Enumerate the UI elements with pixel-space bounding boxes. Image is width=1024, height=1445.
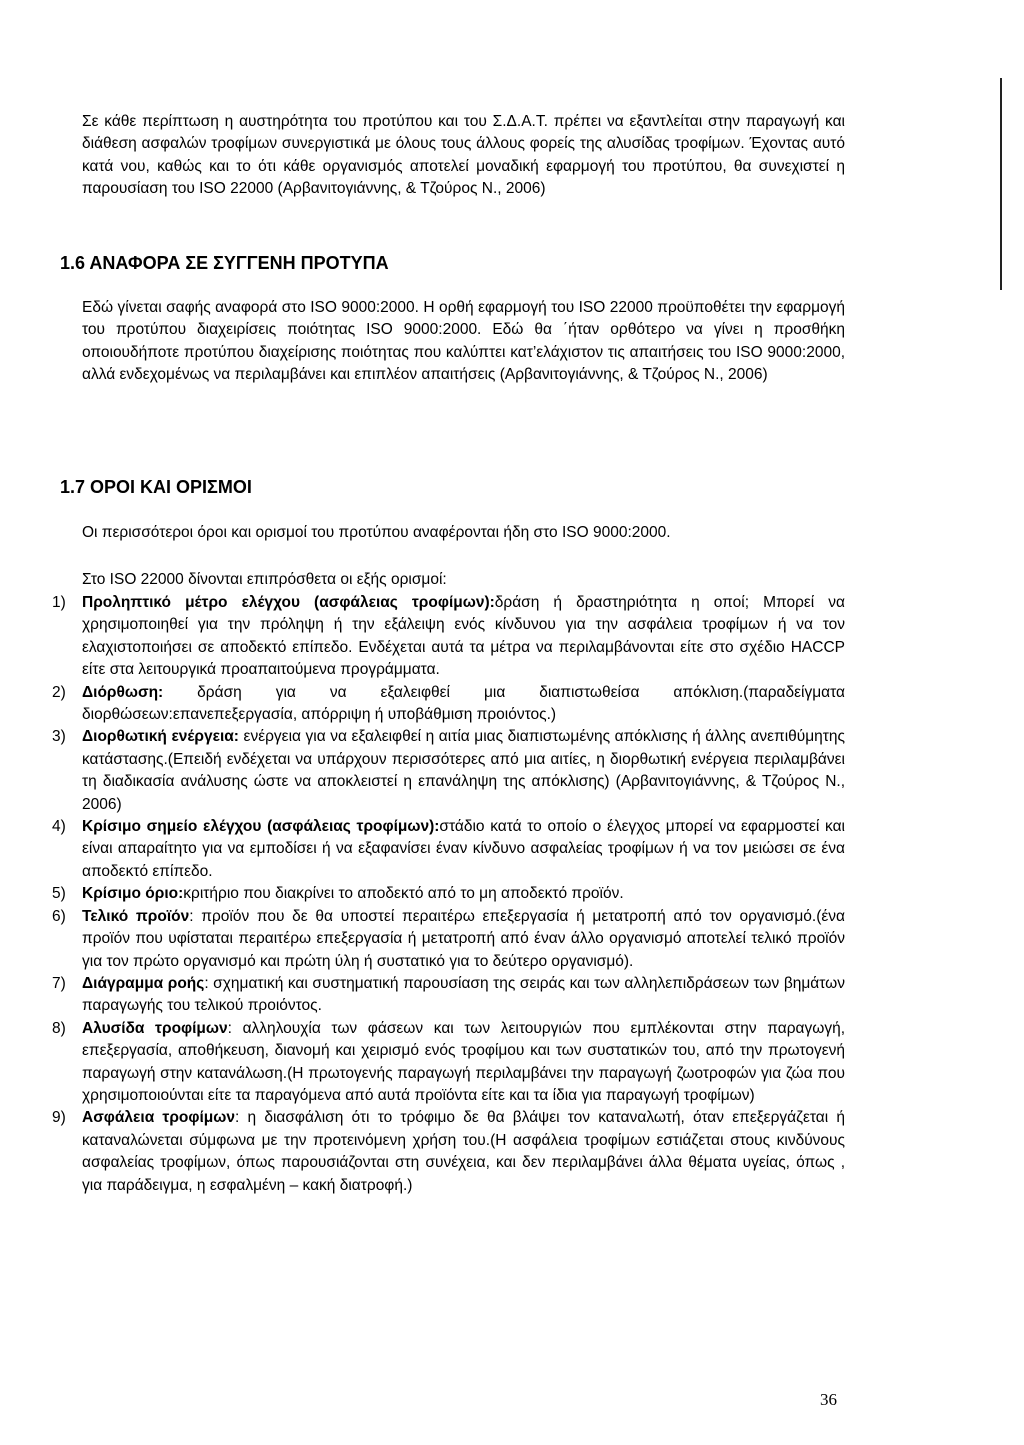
intro-paragraph: Σε κάθε περίπτωση η αυστηρότητα του προτύπου και του Σ.Δ.Α.Τ. πρέπει να εξαντλείται στην παραγωγή και διάθεση ασφαλών τροφίμων συνεργιστικά με όλους τους άλλους φορείς της αλυσίδας τροφίμων. Έχοντας αυτό κατά νου, καθώς και το ότι κάθε οργανισμός αποτελεί μοναδική εφαρμογή του προτύπου, θα συνεχιστεί η παρουσίαση του ISO 22000 (Αρβανιτογιάννης, & Τζούρος Ν., 2006) [82, 113, 845, 198]
definition-item [0, 592, 845, 682]
section-1-6-paragraph: Εδώ γίνεται σαφής αναφορά στο ISO 9000:2000. Η ορθή εφαρμογή του ISO 22000 προϋποθέτει την εφαρμογή του προτύπου διαχειρίσεις ποιότητας ISO 9000:2000. Εδώ θα ΄ήταν ορθότερο να γίνει η προσθήκη οποιουδήποτε προτύπου διαχείρισης ποιότητας που καλύπτει κατ’ελάχιστον τις απαιτήσεις του ISO 9000:2000, αλλά ενδεχομένως να περιλαμβάνει και επιπλέον απαιτήσεις (Αρβανιτογιάννης, & Τζούρος Ν., 2006) [82, 299, 845, 384]
definition-number: 3) [52, 728, 66, 746]
definition-number: 5) [52, 885, 66, 903]
definition-item [0, 906, 845, 973]
definition-text: δράση για να εξαλειφθεί μια διαπιστωθείσα απόκλιση.(παραδείγματα διορθώσεων:επανεπεξεργασία, απόρριψη ή υποβάθμιση προιόντος.) [82, 683, 845, 724]
definitions-list [0, 592, 845, 1197]
definition-text: στάδιο κατά το οποίο ο έλεγχος μπορεί να εφαρμοστεί και είναι απαραίτητο για να εμποδίσει ή να εξαφανίσει έναν κίνδυνο ασφαλείας τροφίμων ή να τον μειώσει σε ένα αποδεκτό επίπεδο. [82, 818, 845, 880]
section-1-7-heading: 1.7 ΟΡΟΙ ΚΑΙ ΟΡΙΣΜΟΙ [60, 477, 252, 497]
definition-item [0, 1107, 845, 1197]
page-number: 36 [820, 1390, 837, 1409]
definition-text: : αλληλουχία των φάσεων και των λειτουργιών που εμπλέκονται στην παραγωγή, επεξεργασία, αποθήκευση, διανομή και χειρισμό ενός τροφίμου και των συστατικών του, από την πρωτογενή παραγωγή στην κατανάλωση.(Η πρωτογενής παραγωγή περιλαμβάνει την παραγωγή ζωοτροφών για ζώα που χρησιμοποιούνται είτε τα παραγόμενα από αυτά προϊόντα είτε και τα ίδια για παραγωγή τροφίμων) [82, 1019, 846, 1104]
definition-text: κριτήριο που διακρίνει το αποδεκτό από το μη αποδεκτό προϊόν. [183, 885, 624, 903]
definition-term: Κρίσιμο όριο: [82, 885, 184, 903]
margin-rule [1000, 78, 1002, 290]
definition-term: Διάγραμμα ροής [82, 974, 205, 992]
definition-number: 1) [52, 594, 66, 611]
definition-item [0, 883, 845, 905]
section-1-7-paragraph: Οι περισσότεροι όροι και ορισμοί του προτύπου αναφέρονται ήδη στο ISO 9000:2000. [82, 524, 671, 541]
definition-number: 7) [52, 974, 66, 992]
definition-term: Τελικό προϊόν [82, 907, 190, 925]
definition-item [0, 726, 845, 816]
definition-text: ενέργεια για να εξαλειφθεί η αιτία μιας διαπιστωμένης απόκλισης ή άλλης ανεπιθύμητης κατάστασης.(Επειδή ενδέχεται να υπάρχουν περισσότερες από μια αιτίες, η διορθωτική ενέργεια περιλαμβάνει τη διαδικασία ανάλυσης ώστε να αποκλειστεί η επανάληψη της απόκλισης) (Αρβανιτογιάννης, & Τζούρος Ν., 2006) [82, 728, 846, 813]
definition-term: Προληπτικό μέτρο ελέγχου (ασφάλειας τροφίμων): [82, 594, 495, 611]
definition-text: δράση ή δραστηριότητα η οποί; Μπορεί να χρησιμοποιηθεί για την πρόληψη ή την εξάλειψη ενός κίνδυνου για την ασφάλεια τροφίμων ή να τον ελαχιστοποιήσει σε αποδεκτό επίπεδο. Ενδέχεται αυτά τα μέτρα να περιλαμβάνονται είτε στο σχέδιο HACCP είτε στα λειτουργικά προαπαιτούμενα προγράμματα. [82, 594, 845, 679]
definition-term: Κρίσιμο σημείο ελέγχου (ασφάλειας τροφίμων): [82, 818, 440, 836]
definition-text: : προϊόν που δε θα υποστεί περαιτέρω επεξεργασία ή μετατροπή από τον οργανισμό.(ένα προϊόν που υφίσταται περαιτέρω επεξεργασία ή μετατροπή από έναν άλλο οργανισμό αποτελεί τελικό προϊόν για τον πρώτο οργανισμό και πρώτη ύλη ή συστατικό για το δεύτερο οργανισμό). [82, 907, 846, 970]
definitions-lead: Στο ISO 22000 δίνονται επιπρόσθετα οι εξής ορισμοί: [82, 571, 447, 588]
definition-term: Διόρθωση: [82, 683, 164, 701]
definition-item [0, 1018, 845, 1108]
definition-text: : σχηματική και συστηματική παρουσίαση της σειράς και των αλληλεπιδράσεων των βημάτων παραγωγής του τελικού προιόντος. [82, 974, 845, 1015]
definition-text: : η διασφάλιση ότι το τρόφιμο δε θα βλάψει τον καταναλωτή, όταν επεξεργάζεται ή καταναλώνεται σύμφωνα με την προτεινόμενη χρήση του.(Η ασφάλεια τροφίμων εστιάζεται στους κινδύνους ασφαλείας τροφίμων, όπως παρουσιάζονται στη συνέχεια, και δεν περιλαμβάνει άλλα θέματα υγείας, όπως , για παράδειγμα, η εσφαλμένη – κακή διατροφή.) [82, 1109, 845, 1194]
definition-term: Αλυσίδα τροφίμων [82, 1019, 228, 1037]
definition-term: Ασφάλεια τροφίμων [82, 1109, 235, 1127]
definition-number: 2) [52, 683, 66, 701]
section-1-6-heading: 1.6 ΑΝΑΦΟΡΑ ΣΕ ΣΥΓΓΕΝΗ ΠΡΟΤΥΠΑ [60, 253, 389, 273]
definition-number: 8) [52, 1019, 66, 1037]
definition-number: 6) [52, 907, 66, 925]
definition-number: 9) [52, 1109, 66, 1127]
definition-term: Διορθωτική ενέργεια: [82, 728, 239, 746]
definition-item [0, 973, 845, 1018]
definition-item [0, 682, 845, 727]
definition-number: 4) [52, 818, 66, 836]
definition-item [0, 816, 845, 883]
